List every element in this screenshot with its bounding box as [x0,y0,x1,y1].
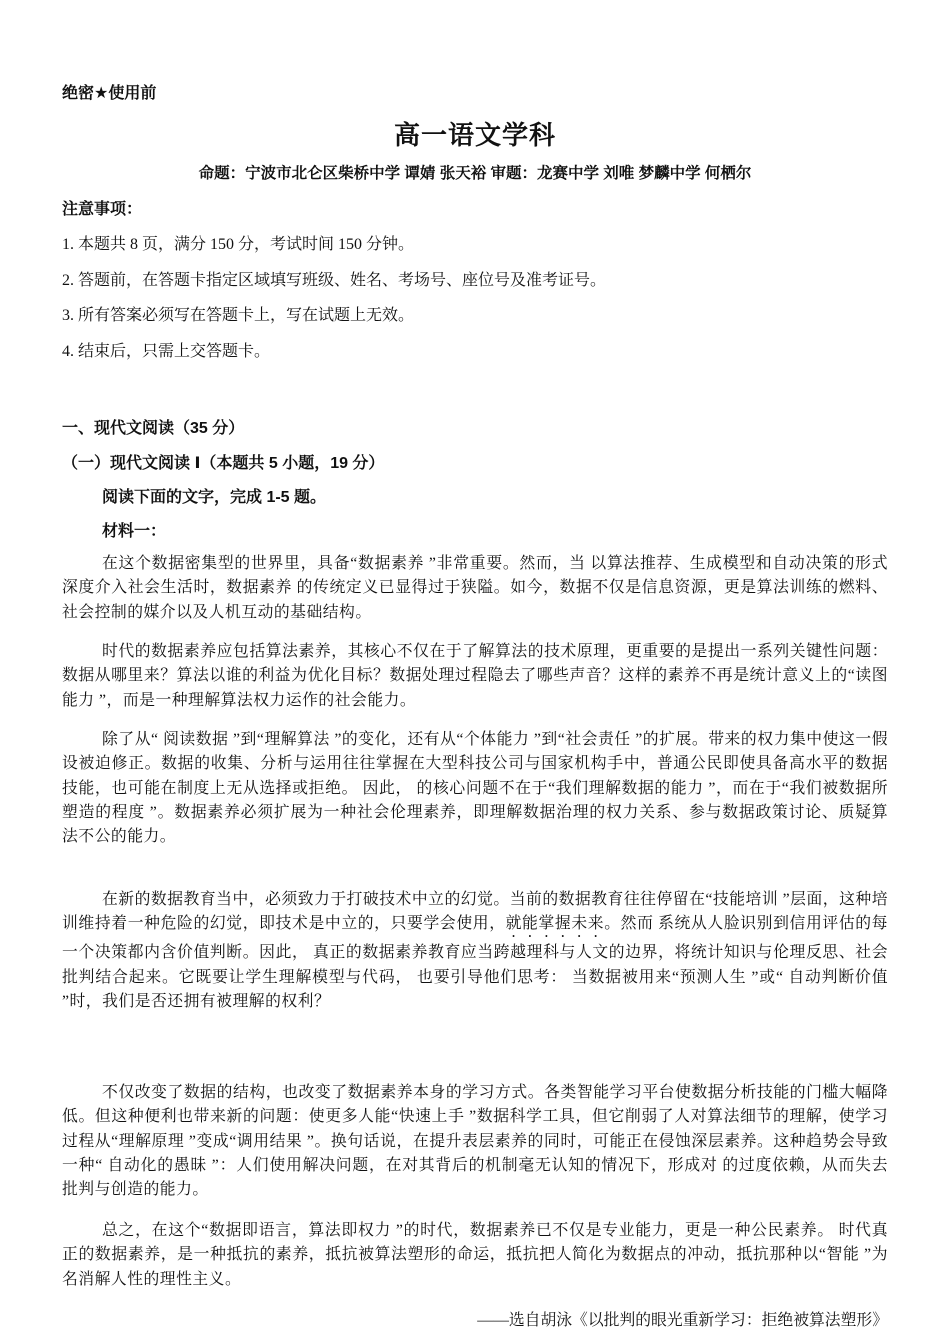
page-title: 高一语文学科 [393,120,556,150]
section-heading: 一、现代文阅读（35 分） [62,420,245,437]
material-paragraph-5: 不仅改变了数据的结构，也改变了数据素养本身的学习方式。各类智能学习平台使数据分析技能的门槛大幅降低。但这种便利也带来新的问题：使更多人能“快速上手 ”数据科学工具，但它削弱了人对算法细节的理解，使学习过程从“理解原理 ”变成“调用结果 ”。换句话说，在提升表层素养的同时，可能正在侵蚀深层素养。这种趋势会导致一种“ 自动化的愚昧 ”：人们使用解决问题，在对其背后的机制毫无认知的情况下，形成对 的过度依赖，从而失去批判与创造的能力。 [62,1084,888,1199]
material-paragraph-2: 时代的数据素养应包括算法素养，其核心不仅在于了解算法的技术原理，更重要的是提出一系列关键性问题：数据从哪里来？算法以谁的利益为优化目标？数据处理过程隐去了哪些声音？这样的素养不再是统计意义上的“读图能力 ”，而是一种理解算法权力运作的社会能力。 [62,643,888,709]
note-item: 2. 答题前，在答题卡指定区域填写班级、姓名、考场号、座位号及准考证号。 [62,272,607,289]
material-paragraph-6: 总之，在这个“数据即语言，算法即权力 ”的时代，数据素养已不仅是专业能力，更是一种公民素养。 时代真正的数据素养，是一种抵抗的素养，抵抗被算法塑形的命运，抵抗把人简化为数据点的冲动，抵抗那种以“智能 ”为名消解人性的理性主义。 [62,1222,888,1288]
subsection-heading: （一）现代文阅读 Ⅰ（本题共 5 小题，19 分） [62,455,385,472]
notes-heading: 注意事项： [62,201,143,218]
material-paragraph-3: 除了从“ 阅读数据 ”到“理解算法 ”的变化，还有从“个体能力 ”到“社会责任 ”的扩展。带来的权力集中使这一假设被迫修正。数据的收集、分析与运用往往掌握在大型科技公司与国家机构手中，普通公民即使具备高水平的数据技能，也可能在制度上无从选择或拒绝。 因此， 的核心问题不在于“我们理解数据的能力 ”，而在于“我们被数据所塑造的程度 ”。数据素养必须扩展为一种社会伦理素养，即理解数据治理的权力关系、参与数据政策讨论、质疑算法不公的能力。 [62,731,888,846]
source-citation: ——选自胡泳《以批判的眼光重新学习：拒绝被算法塑形》 [477,1312,888,1329]
note-item: 4. 结束后，只需上交答题卡。 [62,343,271,360]
material-paragraph-4 [62,888,888,1014]
note-item: 3. 所有答案必须写在答题卡上，写在试题上无效。 [62,307,415,324]
material-label: 材料一： [102,523,167,540]
paragraph-4-text-b: 。然而 系统从人脸识别到信用评估的每一个决策都内含价值判断。因此， 真正的数据素养教育应当跨越理科与人文的边界，将统计知识与伦理反思、社会批判结合起来。它既要让学生理解模型与代码， 也要引导他们思考： 当数据被用来“预测人生 ”或“ 自动判断价值 ”时，我们是否还拥有被理解的权利？ [62,915,888,1010]
confidential-label: 绝密★使用前 [62,85,157,102]
material-paragraph-1: 在这个数据密集型的世界里，具备“数据素养 ”非常重要。然而，当 以算法推荐、生成模型和自动决策的形式深度介入社会生活时，数据素养 的传统定义已显得过于狭隘。如今，数据不仅是信息资源，更是算法训练的燃料、社会控制的媒介以及人机互动的基础结构。 [62,555,888,621]
note-item: 1. 本题共 8 页，满分 150 分，考试时间 150 分钟。 [62,236,415,253]
instruction-text: 阅读下面的文字，完成 1-5 题。 [102,489,327,506]
paragraph-4-text-a: 在新的数据教育当中，必须致力于打破技术中立的幻觉。当前的数据教育往往停留在“技能培训 ”层面，这种培训维持着一种危险的幻觉，即技术是中立的，只要学会使用， [62,891,888,933]
emphasized-phrase: 就能掌握未来 [505,915,605,933]
authors-line: 命题：宁波市北仑区柴桥中学 谭婧 张天裕 审题：龙赛中学 刘唯 梦麟中学 何栖尔 [198,165,752,182]
